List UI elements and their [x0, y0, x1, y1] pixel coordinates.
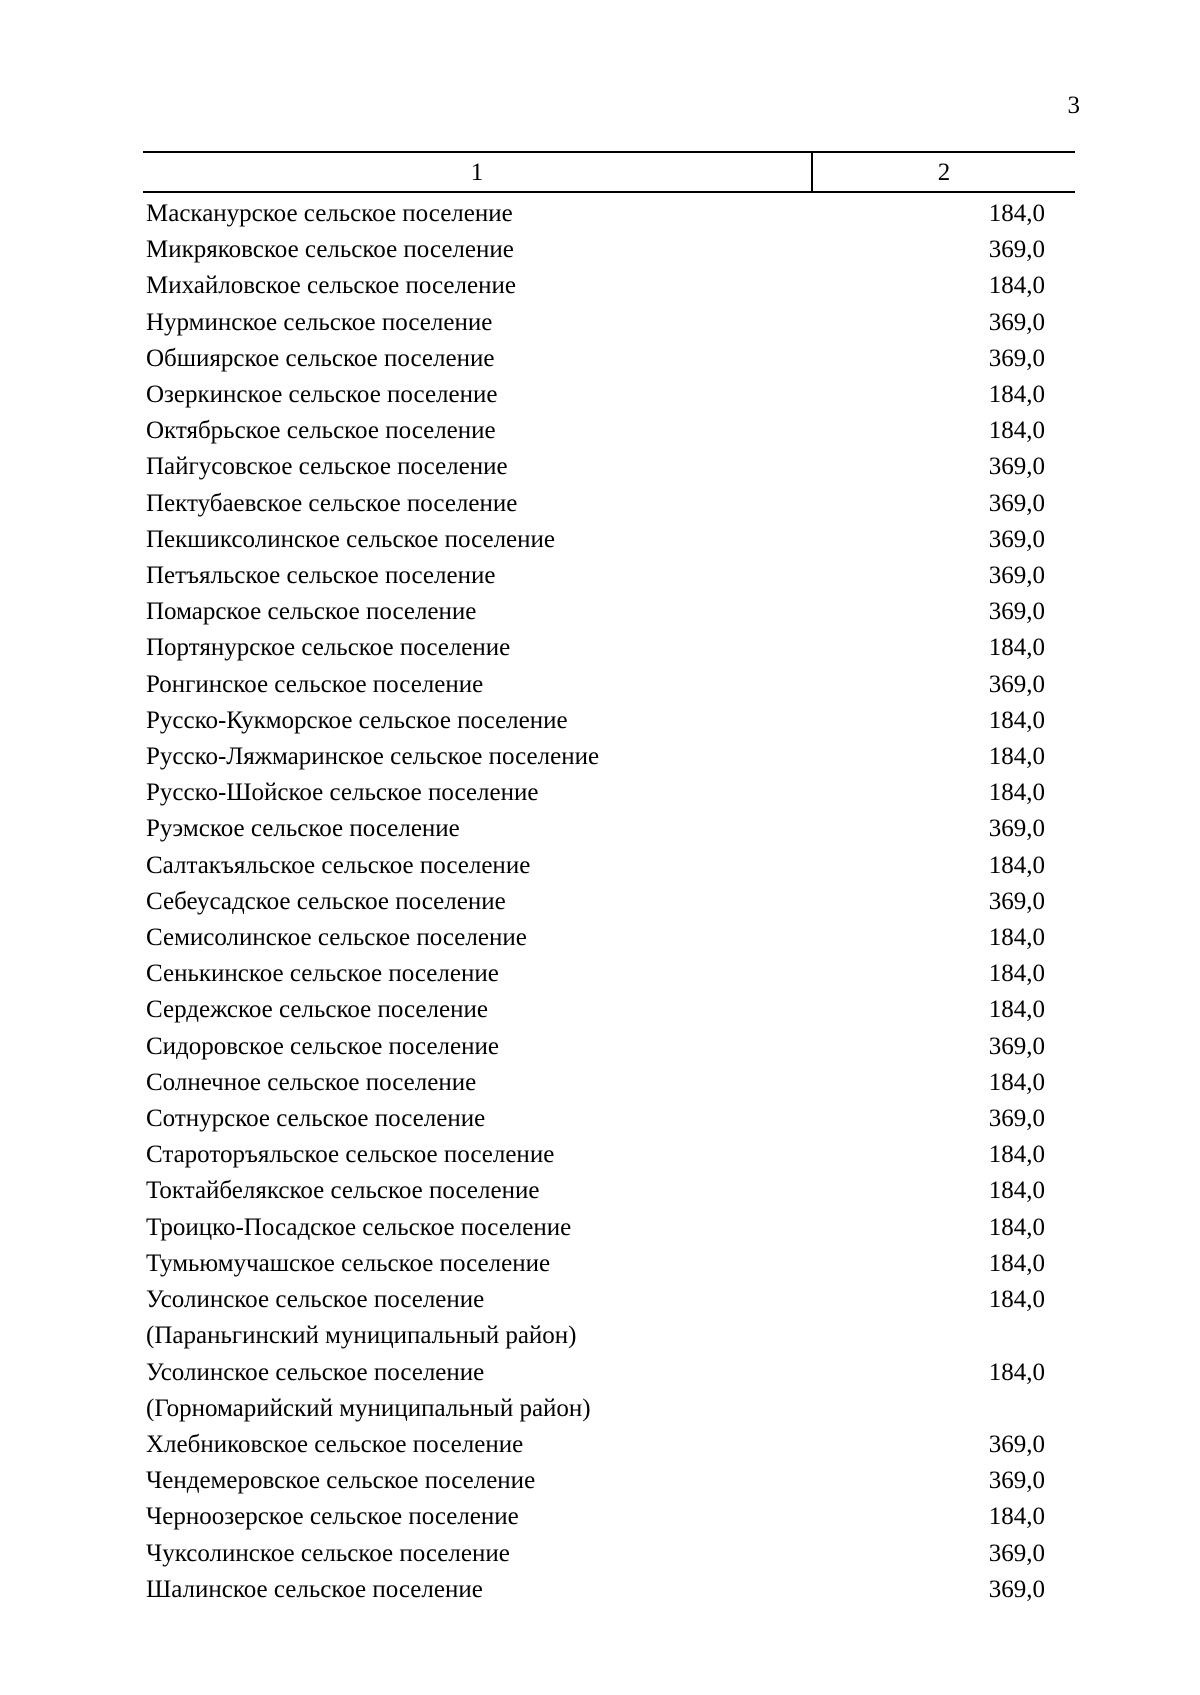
- settlement-name: Солнечное сельское поселение: [146, 1068, 477, 1096]
- settlement-name-cell: [143, 1246, 906, 1282]
- table-row: [143, 558, 1075, 594]
- settlement-name: Помарское сельское поселение: [146, 598, 477, 626]
- settlements-table: [143, 151, 1075, 1608]
- table-row: [143, 268, 1075, 304]
- settlement-name: Себеусадское сельское поселение: [146, 887, 506, 915]
- settlement-name-cell: [143, 486, 906, 522]
- table-row: [143, 1029, 1075, 1065]
- settlement-name: Руэмское сельское поселение: [146, 815, 460, 843]
- amount-value: 184,0: [988, 743, 1045, 771]
- table-row: [143, 1572, 1075, 1608]
- settlement-name-cell: [143, 1065, 906, 1101]
- settlement-name: Нурминское сельское поселение: [146, 308, 493, 336]
- amount-value: 184,0: [988, 851, 1045, 879]
- settlement-name: Шалинское сельское поселение: [146, 1575, 483, 1603]
- settlement-name-cell: [143, 956, 906, 992]
- amount-value: 184,0: [988, 1177, 1045, 1205]
- amount-value: 184,0: [988, 272, 1045, 300]
- table-row: [143, 1210, 1075, 1246]
- settlement-district: (Параньгинский муниципальный район): [146, 1322, 577, 1350]
- table-row: [143, 1065, 1075, 1101]
- table-row: [143, 884, 1075, 920]
- settlement-name-cell: [143, 1355, 906, 1427]
- amount-value: 369,0: [988, 344, 1045, 372]
- table-body: [143, 193, 1075, 1608]
- settlement-name: Пекшиксолинское сельское поселение: [146, 525, 555, 553]
- settlement-name-cell: [143, 1463, 906, 1499]
- table-row: [143, 1355, 1075, 1427]
- settlement-name: Салтакъяльское сельское поселение: [146, 851, 531, 879]
- amount-value: 369,0: [988, 1467, 1045, 1495]
- table-row: [143, 956, 1075, 992]
- settlement-name: Семисолинское сельское поселение: [146, 924, 527, 952]
- settlement-name: Петъяльское сельское поселение: [146, 562, 496, 590]
- amount-value: 369,0: [988, 562, 1045, 590]
- settlement-name-cell: [143, 1499, 906, 1535]
- amount-value: 184,0: [988, 381, 1045, 409]
- settlement-name: Обшиярское сельское поселение: [146, 344, 495, 372]
- settlement-name-cell: [143, 305, 906, 341]
- amount-value: 184,0: [988, 1358, 1045, 1386]
- table-row: [143, 1282, 1075, 1354]
- table-row: [143, 739, 1075, 775]
- settlement-name-cell: [143, 630, 906, 666]
- settlement-name-cell: [143, 594, 906, 630]
- table-row: [143, 594, 1075, 630]
- settlement-name: Токтайбелякское сельское поселение: [146, 1177, 540, 1205]
- settlement-name: Усолинское сельское поселение: [146, 1358, 485, 1386]
- table-row: [143, 1246, 1075, 1282]
- settlement-name-cell: [143, 1572, 906, 1608]
- settlement-name: Усолинское сельское поселение: [146, 1286, 485, 1314]
- settlement-name-cell: [143, 1282, 906, 1354]
- settlement-name: Троицко-Посадское сельское поселение: [146, 1213, 572, 1241]
- settlement-name-cell: [143, 413, 906, 449]
- settlement-name-cell: [143, 848, 906, 884]
- settlement-name: Сидоровское сельское поселение: [146, 1032, 499, 1060]
- amount-value: 369,0: [988, 1430, 1045, 1458]
- settlement-name-cell: [143, 667, 906, 703]
- amount-value: 184,0: [988, 996, 1045, 1024]
- settlement-name-cell: [143, 1029, 906, 1065]
- amount-value: 369,0: [988, 1539, 1045, 1567]
- settlement-name: Староторъяльское сельское поселение: [146, 1141, 555, 1169]
- amount-value: 184,0: [988, 706, 1045, 734]
- amount-value: 184,0: [988, 417, 1045, 445]
- settlement-name-cell: [143, 884, 906, 920]
- settlement-name-cell: [143, 196, 906, 232]
- table-row: [143, 486, 1075, 522]
- settlement-name-cell: [143, 811, 906, 847]
- settlement-name: Черноозерское сельское поселение: [146, 1503, 519, 1531]
- settlement-name-cell: [143, 377, 906, 413]
- settlement-name-cell: [143, 558, 906, 594]
- settlement-name: Тумьюмучашское сельское поселение: [146, 1249, 551, 1277]
- settlement-name-cell: [143, 920, 906, 956]
- table-row: [143, 775, 1075, 811]
- amount-value: 369,0: [988, 453, 1045, 481]
- table-row: [143, 811, 1075, 847]
- amount-value: 369,0: [988, 1032, 1045, 1060]
- settlement-name: Русско-Ляжмаринское сельское поселение: [146, 743, 600, 771]
- table-row: [143, 992, 1075, 1028]
- table-row: [143, 703, 1075, 739]
- settlement-name-cell: [143, 739, 906, 775]
- amount-value: 369,0: [988, 1105, 1045, 1133]
- settlement-name-cell: [143, 522, 906, 558]
- amount-value: 184,0: [988, 200, 1045, 227]
- settlement-name-cell: [143, 268, 906, 304]
- settlement-name: Сенькинское сельское поселение: [146, 960, 499, 988]
- amount-value: 184,0: [988, 634, 1045, 662]
- amount-value: 184,0: [988, 960, 1045, 988]
- amount-value: 184,0: [988, 924, 1045, 952]
- column-header-1: 1: [470, 159, 484, 186]
- table-row: [143, 305, 1075, 341]
- table-row: [143, 341, 1075, 377]
- settlement-name: Сотнурское сельское поселение: [146, 1105, 486, 1133]
- settlement-name-cell: [143, 1137, 906, 1173]
- settlement-name-cell: [143, 449, 906, 485]
- settlement-name-cell: [143, 992, 906, 1028]
- table-row: [143, 1173, 1075, 1209]
- settlement-district: (Горномарийский муниципальный район): [146, 1394, 591, 1422]
- amount-value: 184,0: [988, 1213, 1045, 1241]
- table-header: [143, 151, 1075, 193]
- settlement-name: Микряковское сельское поселение: [146, 236, 514, 264]
- amount-value: 369,0: [988, 236, 1045, 264]
- table-row: [143, 1101, 1075, 1137]
- settlement-name: Русско-Кукморское сельское поселение: [146, 706, 568, 734]
- table-row: [143, 1536, 1075, 1572]
- settlement-name: Хлебниковское сельское поселение: [146, 1430, 524, 1458]
- table-row: [143, 1137, 1075, 1173]
- table-row: [143, 449, 1075, 485]
- table-row: [143, 196, 1075, 232]
- page-number: 3: [1067, 92, 1080, 119]
- settlement-name: Пектубаевское сельское поселение: [146, 489, 518, 517]
- table-row: [143, 522, 1075, 558]
- table-row: [143, 1463, 1075, 1499]
- settlement-name: Масканурское сельское поселение: [146, 200, 513, 227]
- settlement-name: Озеркинское сельское поселение: [146, 381, 498, 409]
- amount-value: 369,0: [988, 489, 1045, 517]
- settlement-name-cell: [143, 775, 906, 811]
- settlement-name-cell: [143, 1210, 906, 1246]
- table-row: [143, 377, 1075, 413]
- amount-value: 369,0: [988, 1575, 1045, 1603]
- settlement-name-cell: [143, 341, 906, 377]
- amount-value: 369,0: [988, 308, 1045, 336]
- amount-value: 184,0: [988, 1249, 1045, 1277]
- settlement-name-cell: [143, 1101, 906, 1137]
- settlement-name-cell: [143, 232, 906, 268]
- table-row: [143, 848, 1075, 884]
- settlement-name: Портянурское сельское поселение: [146, 634, 511, 662]
- settlement-name: Русско-Шойское сельское поселение: [146, 779, 539, 807]
- amount-value: 369,0: [988, 525, 1045, 553]
- settlement-name-cell: [143, 1427, 906, 1463]
- settlement-name: Ронгинское сельское поселение: [146, 670, 484, 698]
- settlement-name-cell: [143, 703, 906, 739]
- amount-value: 369,0: [988, 887, 1045, 915]
- settlement-name-cell: [143, 1536, 906, 1572]
- amount-value: 184,0: [988, 1141, 1045, 1169]
- settlement-name-cell: [143, 1173, 906, 1209]
- table-row: [143, 232, 1075, 268]
- table-row: [143, 920, 1075, 956]
- amount-value: 369,0: [988, 670, 1045, 698]
- settlement-name: Пайгусовское сельское поселение: [146, 453, 508, 481]
- settlement-name: Чуксолинское сельское поселение: [146, 1539, 510, 1567]
- settlement-name: Сердежское сельское поселение: [146, 996, 488, 1024]
- table-row: [143, 667, 1075, 703]
- column-header-2: 2: [811, 153, 1075, 191]
- amount-value: 369,0: [988, 598, 1045, 626]
- amount-value: 184,0: [988, 1068, 1045, 1096]
- settlement-name: Михайловское сельское поселение: [146, 272, 516, 300]
- table-row: [143, 630, 1075, 666]
- settlement-name: Октябрьское сельское поселение: [146, 417, 496, 445]
- settlement-name: Чендемеровское сельское поселение: [146, 1467, 536, 1495]
- amount-value: 184,0: [988, 1503, 1045, 1531]
- amount-value: 369,0: [988, 815, 1045, 843]
- table-row: [143, 413, 1075, 449]
- table-row: [143, 1427, 1075, 1463]
- amount-value: 184,0: [988, 779, 1045, 807]
- table-row: [143, 1499, 1075, 1535]
- amount-value: 184,0: [988, 1286, 1045, 1314]
